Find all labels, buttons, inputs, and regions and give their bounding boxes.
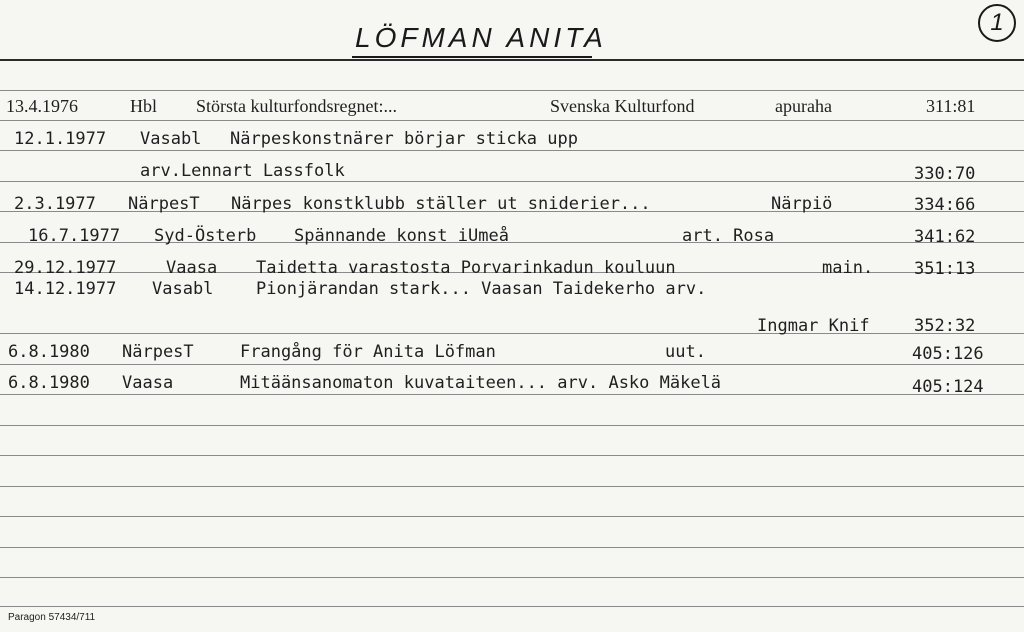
card-number: 1 [978,4,1016,42]
rule-line [0,606,1024,607]
rule-line [0,90,1024,91]
rule-line [0,425,1024,426]
entry-ref: 330:70 [914,164,976,184]
entry-ref: 334:66 [914,195,976,215]
entry-headline: Största kulturfondsregnet:... [196,96,397,116]
entry-note: Närpiö [771,194,833,214]
entry-date: 12.1.1977 [14,129,107,149]
entry-headline: Pionjärandan stark... Vaasan Taidekerho arv. [256,279,707,299]
entry-ref: 351:13 [914,259,976,279]
rule-line [0,577,1024,578]
entry-date: 6.8.1980 [8,373,90,393]
entry-date: 14.12.1977 [14,279,117,299]
entry-date: 16.7.1977 [28,226,121,246]
entry-headline: Mitäänsanomaton kuvataiteen... arv. Asko Mäkelä [240,373,722,393]
rule-line [0,455,1024,456]
entry-date: 29.12.1977 [14,258,117,278]
rule-line [0,333,1024,334]
entry-paper: Vaasa [122,373,174,393]
entry-date: 13.4.1976 [6,96,78,116]
entry-note: main. [822,258,874,278]
entry-paper: Syd-Österb [154,226,257,246]
entry-paper: Vasabl [140,129,202,149]
entry-paper: Vaasa [166,258,218,278]
rule-line [0,150,1024,151]
entry-author: Ingmar Knif [757,316,870,336]
entry-note: uut. [665,342,706,362]
entry-ref: 405:126 [912,344,984,364]
entry-paper: Vasabl [152,279,214,299]
rule-line [0,394,1024,395]
rule-line [0,364,1024,365]
entry-headline: Taidetta varastosta Porvarinkadun kouluun [256,258,676,278]
entry-ref: 341:62 [914,227,976,247]
rule-line [0,547,1024,548]
rule-line [0,59,1024,61]
rule-line [0,516,1024,517]
entry-ref: 352:32 [914,316,976,336]
entry-paper: NärpesT [128,194,200,214]
entry-headline: Närpeskonstnärer börjar sticka upp [230,129,578,149]
entry-headline: Närpes konstklubb ställer ut sniderier... [231,194,651,214]
entry-headline: Frangång för Anita Löfman [240,342,496,362]
entry-date: 2.3.1977 [14,194,96,214]
rule-line [0,120,1024,121]
card-footer: Paragon 57434/711 [8,612,96,623]
entry-ref: 405:124 [912,377,984,397]
entry-author: arv.Lennart Lassfolk [140,161,345,181]
entry-paper: Hbl [130,96,157,116]
card-title: LÖFMAN ANITA [355,22,607,53]
entry-ref: 311:81 [926,96,976,116]
entry-paper: NärpesT [122,342,194,362]
entry-note: art. Rosa [682,226,775,246]
rule-line [0,181,1024,182]
entry-extra: apuraha [775,96,832,116]
entry-headline: Spännande konst iUmeå [294,226,509,246]
entry-note: Svenska Kulturfond [550,96,695,116]
title-underline [352,56,592,58]
rule-line [0,486,1024,487]
entry-date: 6.8.1980 [8,342,90,362]
